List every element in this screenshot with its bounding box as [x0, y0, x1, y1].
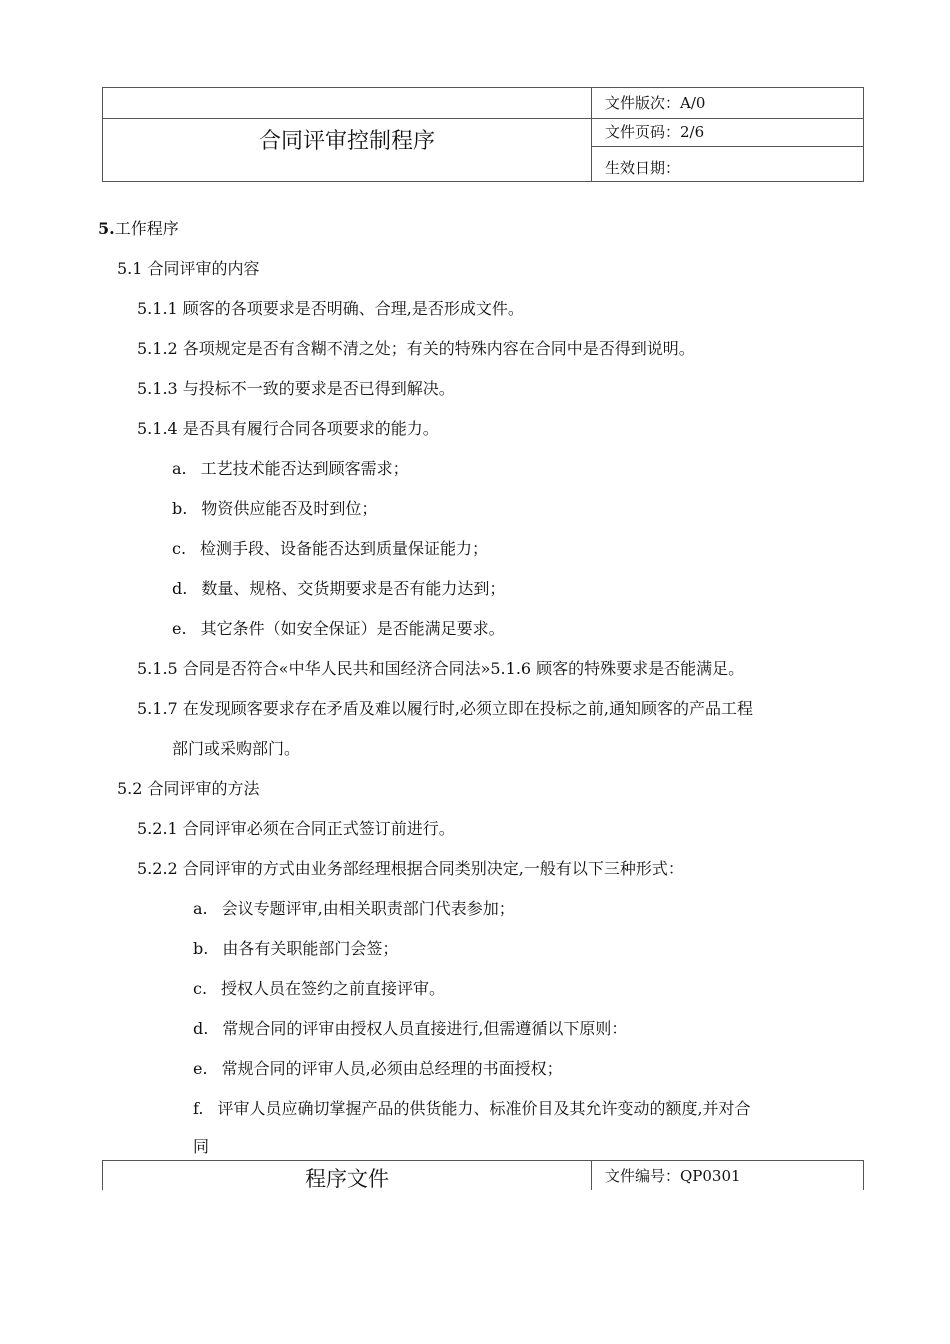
- header-rule-2: [591, 146, 863, 147]
- list-item-text: 其它条件（如安全保证）是否能满足要求。: [200, 619, 505, 638]
- list-item: [172, 496, 377, 519]
- page-number-cell: 文件页码：2/6: [605, 123, 705, 141]
- list-item-text: 物资供应能否及时到位；: [201, 499, 378, 518]
- list-item-label: b.: [172, 499, 188, 518]
- list-item-text: 会议专题评审,由相关职责部门代表参加；: [221, 899, 515, 918]
- subsection-5-2: 5.2 合同评审的方法: [117, 779, 260, 798]
- list-item-label: f.: [193, 1099, 204, 1118]
- subsection-5-1: 5.1 合同评审的内容: [117, 259, 260, 278]
- document-header-table: [102, 87, 864, 182]
- list-item-text: 检测手段、设备能否达到质量保证能力；: [200, 539, 489, 558]
- clause-5-1-1: 5.1.1 顾客的各项要求是否明确、合理,是否形成文件。: [137, 299, 524, 318]
- clause-5-1-7: 5.1.7 在发现顾客要求存在矛盾及难以履行时,必须立即在投标之前,通知顾客的产品工程: [137, 699, 753, 718]
- list-item: [193, 896, 515, 919]
- version-cell: 文件版次：A/0: [605, 94, 706, 112]
- section-heading: [98, 216, 179, 239]
- list-item-text: 常规合同的评审由授权人员直接进行,但需遵循以下原则：: [222, 1019, 628, 1038]
- list-item-label: b.: [193, 939, 209, 958]
- clause-5-1-2: 5.1.2 各项规定是否有含糊不清之处；有关的特殊内容在合同中是否得到说明。: [137, 339, 695, 358]
- footer-title: 程序文件: [305, 1167, 389, 1191]
- list-item: [193, 1016, 627, 1039]
- list-item-label: a.: [193, 899, 208, 918]
- list-item-label: c.: [193, 979, 208, 998]
- list-item-text: 评审人员应确切掌握产品的供货能力、标准价目及其允许变动的额度,并对合: [217, 1099, 751, 1118]
- list-item-text: 授权人员在签约之前直接评审。: [221, 979, 446, 998]
- document-title: 合同评审控制程序: [258, 129, 435, 154]
- effective-date-cell: 生效日期：: [605, 159, 681, 177]
- clause-5-1-3: 5.1.3 与投标不一致的要求是否已得到解决。: [137, 379, 455, 398]
- header-rule-1: [591, 118, 863, 119]
- clause-5-1-4: 5.1.4 是否具有履行合同各项要求的能力。: [137, 419, 439, 438]
- list-item-text: 常规合同的评审人员,必须由总经理的书面授权；: [221, 1059, 563, 1078]
- section-number: 5.: [98, 219, 115, 238]
- list-item-text: 工艺技术能否达到顾客需求；: [200, 459, 409, 478]
- clause-5-2-2: 5.2.2 合同评审的方式由业务部经理根据合同类别决定,一般有以下三种形式：: [137, 859, 684, 878]
- list-item: [172, 536, 488, 559]
- header-divider: [591, 88, 592, 181]
- header-rule-left: [103, 118, 591, 119]
- clause-5-1-7-continued: 部门或采购部门。: [172, 739, 301, 758]
- list-item-label: a.: [172, 459, 187, 478]
- clause-5-2-1: 5.2.1 合同评审必须在合同正式签订前进行。: [137, 819, 455, 838]
- clause-5-1-5: 5.1.5 合同是否符合«中华人民共和国经济合同法»5.1.6 顾客的特殊要求是否能满足。: [137, 659, 745, 678]
- list-item-text: 数量、规格、交货期要求是否有能力达到；: [201, 579, 506, 598]
- section-title: 工作程序: [114, 219, 179, 238]
- list-item-label: e.: [172, 619, 187, 638]
- list-item: [172, 576, 505, 599]
- list-item-label: c.: [172, 539, 187, 558]
- list-item: [172, 616, 505, 639]
- list-item: [193, 1056, 563, 1079]
- list-item-text: 由各有关职能部门会签；: [222, 939, 399, 958]
- list-item-label: d.: [172, 579, 188, 598]
- list-item: [193, 1096, 751, 1119]
- document-code: 文件编号：QP0301: [605, 1167, 741, 1185]
- footer-divider: [591, 1161, 592, 1190]
- list-item: [193, 976, 445, 999]
- list-item: [193, 936, 398, 959]
- list-item-label: d.: [193, 1019, 209, 1038]
- list-item: [172, 456, 409, 479]
- list-item-continued: 同: [193, 1137, 210, 1156]
- document-footer-table: [102, 1160, 864, 1190]
- list-item-label: e.: [193, 1059, 208, 1078]
